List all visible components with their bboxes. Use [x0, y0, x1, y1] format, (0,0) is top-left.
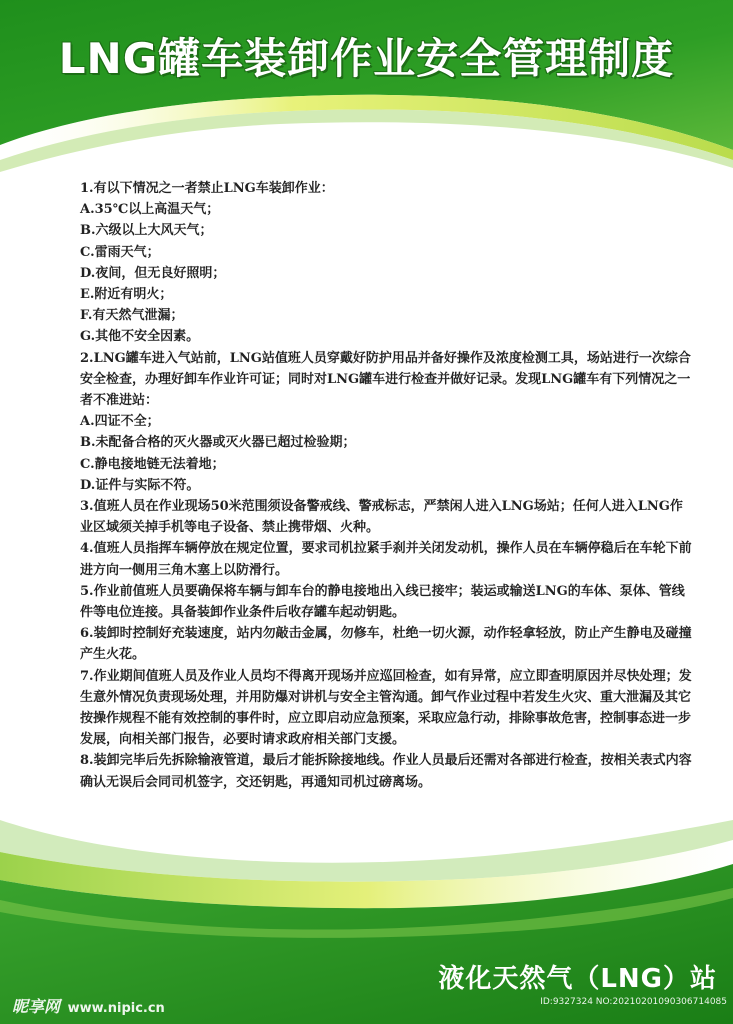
- rules-body: [80, 178, 692, 793]
- rule-paragraph: D.证件与实际不符。: [80, 477, 200, 493]
- rule-paragraph: 2.LNG罐车进入气站前，LNG站值班人员穿戴好防护用品并备好操作及浓度检测工具，场站进行一次综合安全检查，办理好卸车作业许可证；同时对LNG罐车进行检查并做好记录。发现LNG罐车有下列情况之一者不准进站：: [80, 350, 691, 409]
- rule-paragraph: 7.作业期间值班人员及作业人员均不得离开现场并应巡回检查，如有异常，应立即查明原因并尽快处理；发生意外情况负责现场处理，并用防爆对讲机与安全主管沟通。卸气作业过程中若发生火灾、重大泄漏及其它按操作规程不能有效控制的事件时，应立即启动应急预案，采取应急行动，排除事故危害，控制事态进一步发展，向相关部门报告，必要时请求政府相关部门支援。: [80, 668, 692, 748]
- rule-paragraph: A.35℃以上高温天气；: [80, 202, 220, 218]
- rule-paragraph: B.未配备合格的灭火器或灭火器已超过检验期；: [80, 435, 356, 451]
- rule-paragraph: G.其他不安全因素。: [80, 329, 200, 345]
- rule-paragraph: C.雷雨天气；: [80, 244, 160, 260]
- rule-paragraph: 4.值班人员指挥车辆停放在规定位置，要求司机拉紧手刹并关闭发动机，操作人员在车辆停稳后在车轮下前进方向一侧用三角木塞上以防滑行。: [80, 541, 692, 578]
- rule-paragraph: 1.有以下情况之一者禁止LNG车装卸作业：: [80, 181, 334, 196]
- rule-paragraph: 8.装卸完毕后先拆除输液管道，最后才能拆除接地线。作业人员最后还需对各部进行检查，按相关表式内容确认无误后会同司机签字，交还钥匙，再通知司机过磅离场。: [80, 753, 692, 790]
- station-name: 液化天然气（LNG）站: [438, 964, 717, 994]
- rule-paragraph: B.六级以上大风天气；: [80, 223, 213, 239]
- watermark-logo: [12, 994, 165, 1017]
- watermark-url: www.nipic.cn: [67, 1001, 165, 1016]
- rule-paragraph: F.有天然气泄漏；: [80, 308, 184, 324]
- rule-paragraph: D.夜间，但无良好照明；: [80, 265, 226, 281]
- watermark-id: ID:9327324 NO:20210201090306714085: [540, 997, 727, 1007]
- watermark-logo-text: 昵享网: [12, 997, 61, 1016]
- rule-paragraph: A.四证不全；: [80, 414, 160, 430]
- page-title: LNG罐车装卸作业安全管理制度: [58, 34, 675, 83]
- rule-paragraph: C.静电接地链无法着地；: [80, 456, 225, 472]
- rule-paragraph: 6.装卸时控制好充装速度，站内勿敲击金属，勿修车，杜绝一切火源，动作轻拿轻放，防止产生静电及碰撞产生火花。: [80, 626, 692, 663]
- rule-paragraph: 5.作业前值班人员要确保将车辆与卸车台的静电接地出入线已接牢；装运或输送LNG的车体、泵体、管线件等电位连接。具备装卸作业条件后收存罐车起动钥匙。: [80, 583, 685, 621]
- rule-paragraph: 3.值班人员在作业现场50米范围须设备警戒线、警戒标志，严禁闲人进入LNG场站；任何人进入LNG作业区域须关掉手机等电子设备、禁止携带烟、火种。: [80, 499, 683, 536]
- rule-paragraph: E.附近有明火；: [80, 287, 173, 303]
